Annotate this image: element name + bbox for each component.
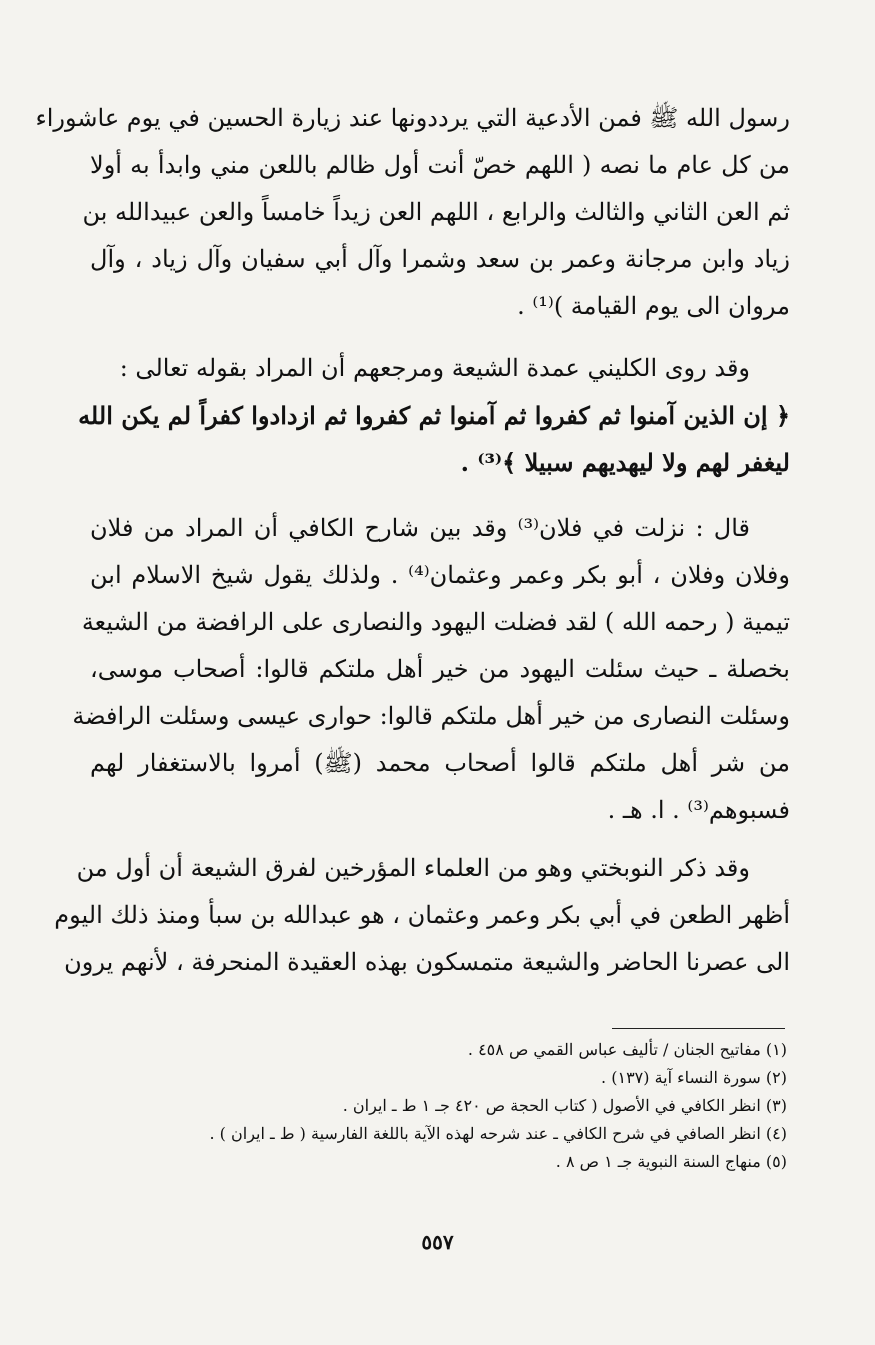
text-line: فسبوهم⁽³⁾ . ا. هـ . — [607, 796, 790, 824]
footnote-item: (٤) انظر الصافي في شرح الكافي ـ عند شرحه لهذه الآية باللغة الفارسية ( ط ـ ايران ) . — [209, 1124, 787, 1143]
text-line: زياد وابن مرجانة وعمر بن سعد وشمرا وآل أبي سفيان وآل زياد ، وآل — [90, 245, 790, 273]
text-line: من كل عام ما نصه ( اللهم خصّ أنت أول ظالم باللعن مني وابدأ به أولا — [90, 151, 790, 179]
text-line: قال : نزلت في فلان⁽³⁾ وقد بين شارح الكافي أن المراد من فلان — [90, 514, 750, 542]
footnote-item: (١) مفاتيح الجنان / تأليف عباس القمي ص ٤٥٨ . — [467, 1040, 787, 1059]
footnotes — [107, 1036, 787, 1176]
text-line: مروان الى يوم القيامة )⁽¹⁾ . — [517, 292, 790, 320]
quran-verse-line: ليغفر لهم ولا ليهديهم سبيلا ﴾⁽³⁾ . — [460, 448, 790, 477]
paragraph-2 — [78, 345, 790, 486]
quran-verse-line: ﴿ إن الذين آمنوا ثم كفروا ثم آمنوا ثم كفروا ثم ازدادوا كفراً لم يكن الله — [78, 401, 790, 430]
text-line: وقد روى الكليني عمدة الشيعة ومرجعهم أن المراد بقوله تعالى : — [119, 354, 750, 382]
footnote-item: (٣) انظر الكافي في الأصول ( كتاب الحجة ص ٤٢٠ جـ ١ ط ـ ايران . — [342, 1096, 787, 1115]
page-number: ٥٥٧ — [421, 1230, 454, 1254]
paragraph-3 — [72, 505, 790, 834]
text-line: من شر أهل ملتكم قالوا أصحاب محمد (ﷺ) أمروا بالاستغفار لهم — [90, 749, 790, 777]
footnote-item: (٥) منهاج السنة النبوية جـ ١ ص ٨ . — [555, 1152, 787, 1171]
text-line: ثم العن الثاني والثالث والرابع ، اللهم العن زيداً خامساً والعن عبيدالله بن — [82, 198, 790, 226]
text-line: الى عصرنا الحاضر والشيعة متمسكون بهذه العقيدة المنحرفة ، لأنهم يرون — [64, 948, 790, 976]
text-line: بخصلة ـ حيث سئلت اليهود من خير أهل ملتكم قالوا: أصحاب موسى، — [90, 655, 790, 683]
text-line: وفلان وفلان ، أبو بكر وعمر وعثمان⁽⁴⁾ . ولذلك يقول شيخ الاسلام ابن — [90, 561, 790, 589]
text-line: وقد ذكر النوبختي وهو من العلماء المؤرخين لفرق الشيعة أن أول من — [76, 854, 750, 882]
paragraph-1 — [35, 95, 790, 330]
footnote-divider — [612, 1028, 785, 1029]
text-line: أظهر الطعن في أبي بكر وعمر وعثمان ، هو عبدالله بن سبأ ومنذ ذلك اليوم — [54, 901, 790, 929]
text-line: تيمية ( رحمه الله ) لقد فضلت اليهود والنصارى على الرافضة من الشيعة — [81, 608, 790, 636]
footnote-item: (٢) سورة النساء آية (١٣٧) . — [601, 1068, 787, 1087]
paragraph-4 — [54, 845, 790, 986]
text-line: رسول الله ﷺ فمن الأدعية التي يرددونها عند زيارة الحسين في يوم عاشوراء — [35, 104, 790, 132]
text-line: وسئلت النصارى من خير أهل ملتكم قالوا: حوارى عيسى وسئلت الرافضة — [72, 702, 790, 730]
